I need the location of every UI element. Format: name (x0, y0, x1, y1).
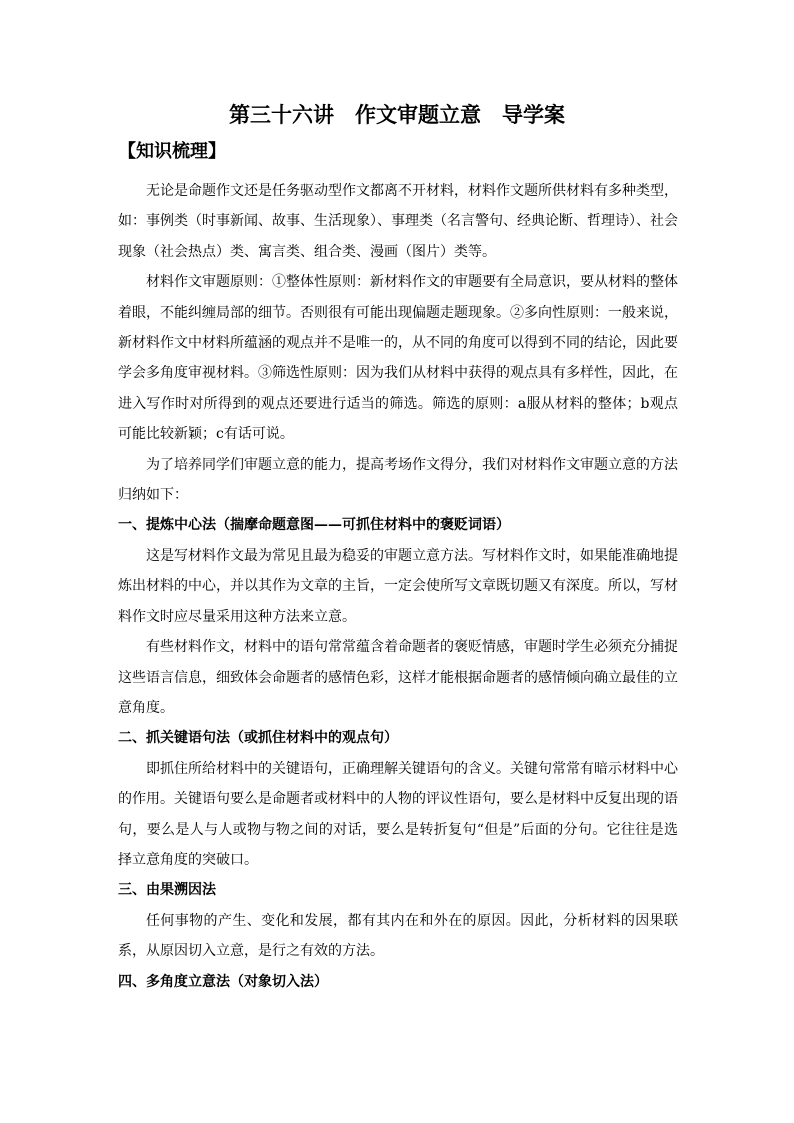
method-2-heading: 二、抓关键语句法（或抓住材料中的观点句） (118, 730, 398, 747)
method-1-heading: 一、提炼中心法（揣摩命题意图——可抓住材料中的褒贬词语） (118, 517, 510, 534)
method-3-heading: 三、由果溯因法 (118, 882, 216, 899)
method-1-paragraph-2: 有些材料作文，材料中的语句常常蕴含着命题者的褒贬情感，审题时学生必须充分捕捉这些语言信息，细致体会命题者的感情色彩，这样才能根据命题者的感情倾向确立最佳的立意角度。 (118, 639, 678, 716)
intro-paragraph-2: 材料作文审题原则：①整体性原则：新材料作文的审题要有全局意识，要从材料的整体着眼，不能纠缠局部的细节。否则很有可能出现偏题走题现象。②多向性原则：一般来说，新材料作文中材料所蕴涵的观点并不是唯一的，从不同的角度可以得到不同的结论，因此要学会多角度审视材料。③筛选性原则：因为我们从材料中获得的观点具有多样性，因此，在进入写作时对所得到的观点还要进行适当的筛选。筛选的原则：a服从材料的整体；b观点可能比较新颖；c有话可说。 (118, 274, 678, 443)
section-header: 【知识梳理】 (118, 141, 226, 162)
page-title: 第三十六讲 作文审题立意 导学案 (229, 102, 565, 127)
document-body (118, 176, 678, 997)
intro-paragraph-3: 为了培养同学们审题立意的能力，提高考场作文得分，我们对材料作文审题立意的方法归纳如下： (118, 456, 678, 504)
method-2-paragraph-1: 即抓住所给材料中的关键语句，正确理解关键语句的含义。关键句常常有暗示材料中心的作用。关键语句要么是命题者或材料中的人物的评议性语句，要么是材料中反复出现的语句，要么是人与人或物与物之间的对话，要么是转折复句“但是”后面的分句。它往往是选择立意角度的突破口。 (118, 760, 678, 868)
method-4-heading: 四、多角度立意法（对象切入法） (118, 973, 328, 990)
method-1-paragraph-1: 这是写材料作文最为常见且最为稳妥的审题立意方法。写材料作文时，如果能准确地提炼出材料的中心，并以其作为文章的主旨，一定会使所写文章既切题又有深度。所以，写材料作文时应尽量采用这种方法来立意。 (118, 547, 678, 625)
method-3-paragraph-1: 任何事物的产生、变化和发展，都有其内在和外在的原因。因此，分析材料的因果联系，从原因切入立意，是行之有效的方法。 (118, 912, 678, 960)
intro-paragraph-1: 无论是命题作文还是任务驱动型作文都离不开材料，材料作文题所供材料有多种类型，如：事例类（时事新闻、故事、生活现象）、事理类（名言警句、经典论断、哲理诗）、社会现象（社会热点）类、寓言类、组合类、漫画（图片）类等。 (118, 183, 678, 260)
